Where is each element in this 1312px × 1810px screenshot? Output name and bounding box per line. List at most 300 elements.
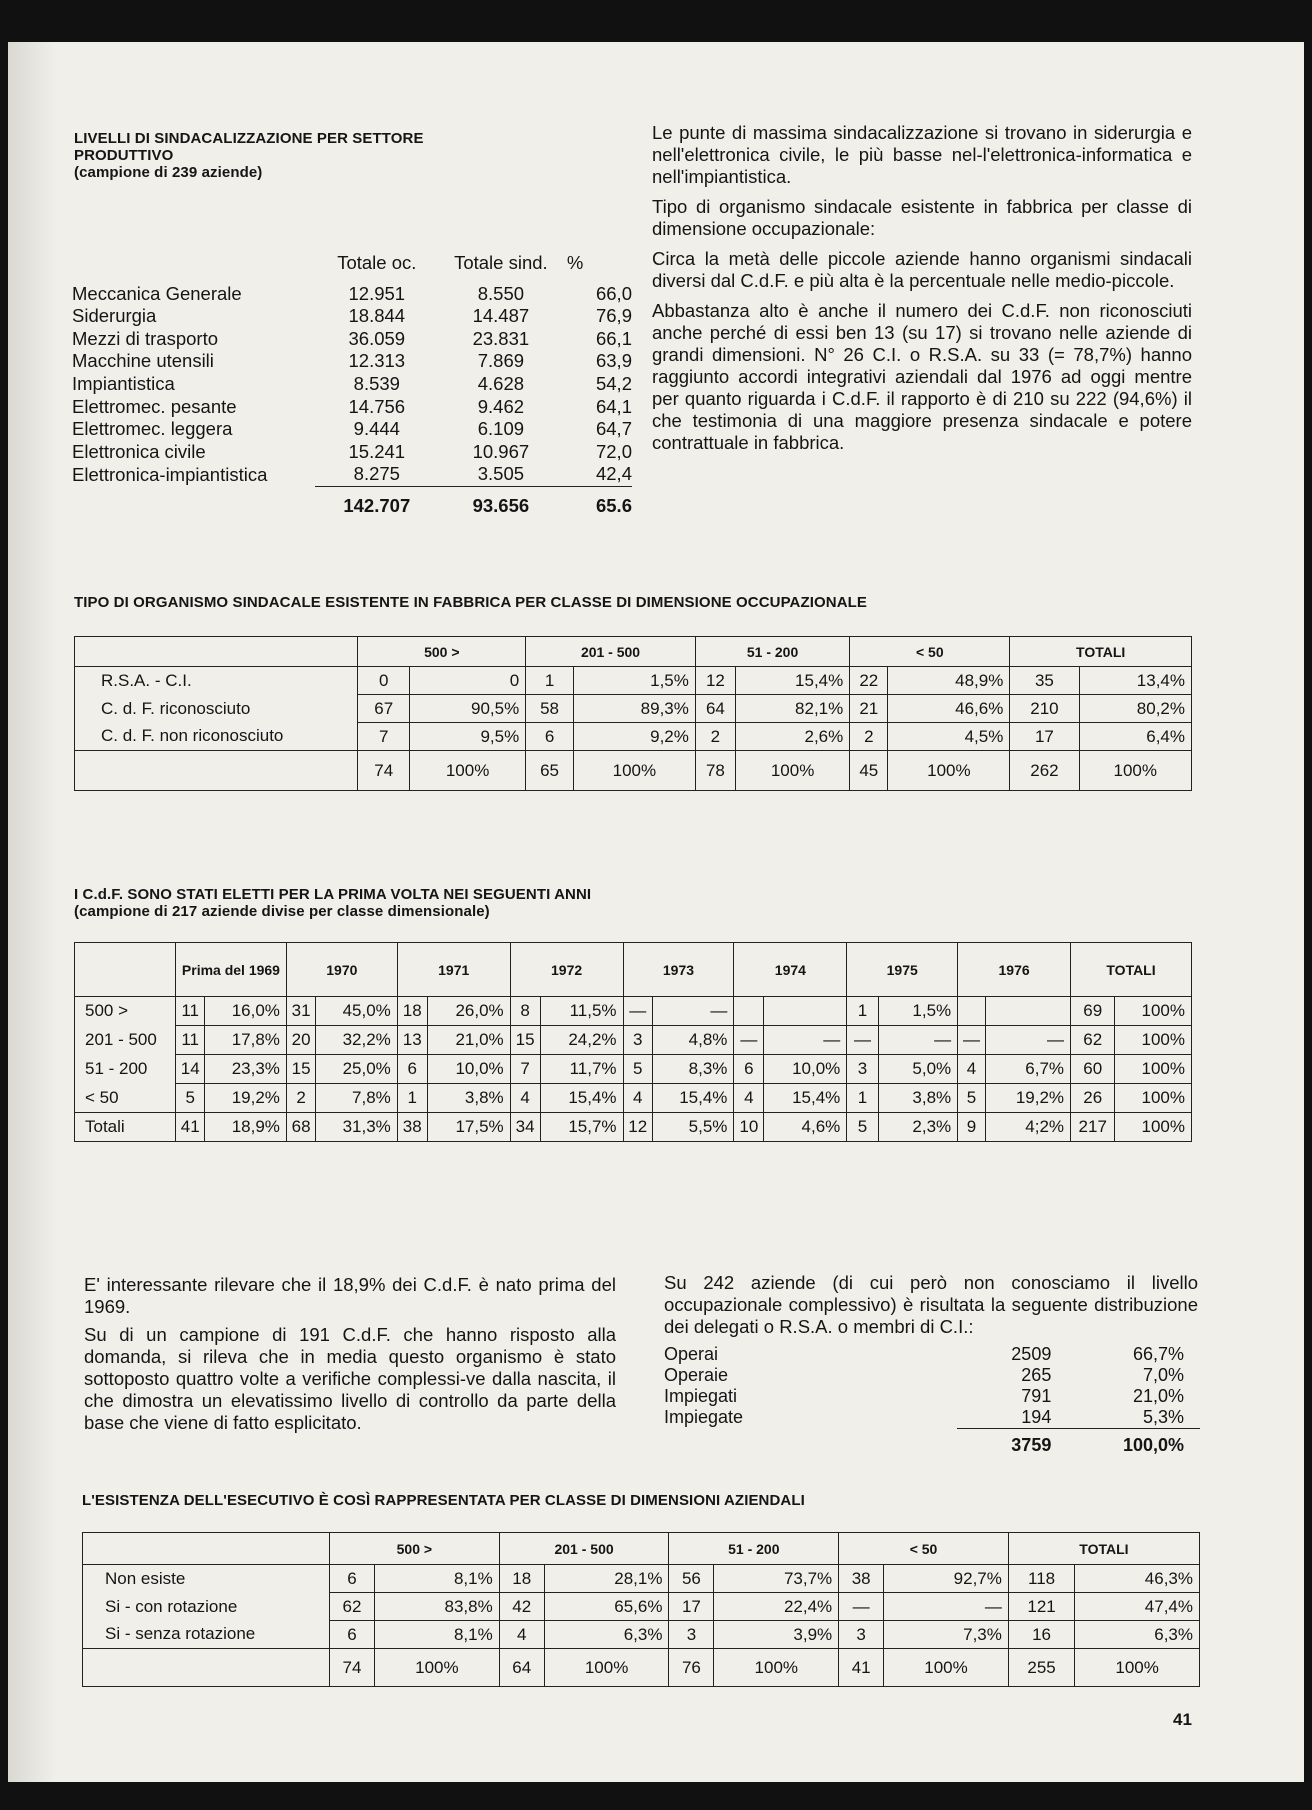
sector-name: Meccanica Generale xyxy=(72,282,242,304)
cell: 65 xyxy=(526,751,574,791)
paragraph: Le punte di massima sindacalizzazione si trovano in siderurgia e nell'elettronica civile, le più basse nel-l'elettronica-informatica e nell'impiantistica. xyxy=(652,122,1192,187)
cell: 15,7% xyxy=(540,1113,623,1142)
cell: 8,3% xyxy=(652,1055,734,1084)
cell: 92,7% xyxy=(884,1565,1009,1593)
cell: 5,5% xyxy=(652,1113,734,1142)
cell: 15,4% xyxy=(764,1084,847,1113)
table-row xyxy=(75,1084,1192,1113)
cell: 100% xyxy=(375,1649,500,1687)
cell: 41 xyxy=(839,1649,884,1687)
col-header: 500 > xyxy=(330,1533,500,1565)
section3-title-text: I C.d.F. SONO STATI ELETTI PER LA PRIMA VOLTA NEI SEGUENTI ANNI xyxy=(74,886,592,903)
cell: 100% xyxy=(884,1649,1009,1687)
cell: 4 xyxy=(623,1084,652,1113)
cell xyxy=(764,997,847,1026)
cell xyxy=(734,997,764,1026)
cell: 1 xyxy=(526,667,574,695)
cell: — xyxy=(652,997,734,1026)
cell: 11 xyxy=(176,1026,205,1055)
col-header: 1971 xyxy=(397,943,510,997)
cell: 262 xyxy=(1010,751,1079,791)
cell: 25,0% xyxy=(316,1055,398,1084)
cell: 19,2% xyxy=(985,1084,1070,1113)
cell: 1 xyxy=(847,1084,878,1113)
col-header: 1973 xyxy=(623,943,734,997)
cell: 56 xyxy=(669,1565,714,1593)
cell: 64,7 xyxy=(595,418,632,440)
cell: 6.109 xyxy=(477,418,525,440)
cell: 66,0 xyxy=(595,282,632,304)
cell: 10 xyxy=(734,1113,764,1142)
cell: 2 xyxy=(850,723,888,751)
cell: 265 xyxy=(1021,1365,1052,1385)
cell: 80,2% xyxy=(1079,695,1191,723)
col-pct: % xyxy=(566,252,584,273)
col-header: 51 - 200 xyxy=(669,1533,839,1565)
cell: 5 xyxy=(958,1084,986,1113)
cell: 4 xyxy=(958,1055,986,1084)
corner-cell xyxy=(83,1533,330,1565)
cell: 7 xyxy=(510,1055,540,1084)
cell: 42 xyxy=(499,1593,544,1621)
cell: 3,9% xyxy=(714,1621,839,1649)
sector-name: Mezzi di trasporto xyxy=(72,327,218,349)
row-label: < 50 xyxy=(75,1084,176,1113)
cell: 1 xyxy=(397,1084,427,1113)
cell: 45,0% xyxy=(316,997,398,1026)
cell: 8 xyxy=(510,997,540,1026)
executive-table xyxy=(82,1532,1200,1687)
table-row xyxy=(664,1365,1200,1386)
cell: 100% xyxy=(1115,997,1192,1026)
cell: 7,3% xyxy=(884,1621,1009,1649)
cell: 68 xyxy=(286,1113,315,1142)
delegates-table xyxy=(664,1344,1200,1456)
row-label: C. d. F. non riconosciuto xyxy=(75,723,358,751)
cell: 18.844 xyxy=(348,305,406,327)
cell: 4,8% xyxy=(652,1026,734,1055)
cell: 5,3% xyxy=(1142,1407,1184,1427)
cell: 6,3% xyxy=(1075,1621,1200,1649)
col-total-oc: Totale oc. xyxy=(337,252,417,273)
cell: 18 xyxy=(397,997,427,1026)
totals-row xyxy=(75,1113,1192,1142)
cell: 10,0% xyxy=(427,1055,510,1084)
cell: 41 xyxy=(176,1113,205,1142)
cell: 15,4% xyxy=(735,667,849,695)
cell: 100% xyxy=(1079,751,1191,791)
section3-title xyxy=(74,886,1174,920)
cell: 100% xyxy=(735,751,849,791)
table-row xyxy=(72,418,632,441)
col-header: 1974 xyxy=(734,943,847,997)
col-header: < 50 xyxy=(850,637,1010,667)
table-row xyxy=(72,441,632,464)
cell: 24,2% xyxy=(540,1026,623,1055)
cell: 64 xyxy=(695,695,735,723)
table-row xyxy=(72,328,632,351)
cell: 10,0% xyxy=(764,1055,847,1084)
cell: 100% xyxy=(714,1649,839,1687)
cell: 19,2% xyxy=(205,1084,287,1113)
cell: 217 xyxy=(1071,1113,1115,1142)
cell: 82,1% xyxy=(735,695,849,723)
corner-cell xyxy=(75,943,176,997)
cell: 17,8% xyxy=(205,1026,287,1055)
cell: 15 xyxy=(286,1055,315,1084)
cell: 47,4% xyxy=(1075,1593,1200,1621)
table-row xyxy=(75,1026,1192,1055)
cell: 1,5% xyxy=(573,667,695,695)
cell: 1,5% xyxy=(878,997,958,1026)
cell: 15,4% xyxy=(652,1084,734,1113)
cell: 12 xyxy=(695,667,735,695)
table-row xyxy=(72,396,632,419)
cell: 23,3% xyxy=(205,1055,287,1084)
cell: 9.462 xyxy=(477,395,525,417)
cell: 11,5% xyxy=(540,997,623,1026)
cell: 67 xyxy=(358,695,410,723)
cell: 60 xyxy=(1071,1055,1115,1084)
cell: 18,9% xyxy=(205,1113,287,1142)
cell: — xyxy=(958,1026,986,1055)
table-row xyxy=(72,463,632,486)
cell: 8.539 xyxy=(353,372,400,394)
cell: 31 xyxy=(286,997,315,1026)
cell: 10.967 xyxy=(472,440,530,462)
row-label: Operaie xyxy=(664,1365,729,1385)
cell: 36.059 xyxy=(348,327,406,349)
cell: 21 xyxy=(850,695,888,723)
cell: 89,3% xyxy=(573,695,695,723)
cell: 62 xyxy=(330,1593,375,1621)
cell: 76,9 xyxy=(595,305,632,327)
table-row xyxy=(664,1407,1200,1429)
table-row xyxy=(75,997,1192,1026)
cell: 76 xyxy=(669,1649,714,1687)
row-label: Si - con rotazione xyxy=(83,1593,330,1621)
cell: 6 xyxy=(734,1055,764,1084)
col-header: < 50 xyxy=(839,1533,1009,1565)
col-header: 1970 xyxy=(286,943,397,997)
cell: 4 xyxy=(499,1621,544,1649)
cell: 4.628 xyxy=(477,372,525,394)
cell: — xyxy=(734,1026,764,1055)
cell: 62 xyxy=(1071,1026,1115,1055)
row-label: R.S.A. - C.I. xyxy=(75,667,358,695)
cell: 0 xyxy=(358,667,410,695)
cell: 46,3% xyxy=(1075,1565,1200,1593)
corner-cell xyxy=(75,637,358,667)
table-row xyxy=(75,1055,1192,1084)
cell: 7.869 xyxy=(477,350,525,372)
cell: 194 xyxy=(1021,1407,1052,1427)
col-header: 201 - 500 xyxy=(499,1533,669,1565)
cell: — xyxy=(985,1026,1070,1055)
cell: 28,1% xyxy=(544,1565,669,1593)
cell: 3 xyxy=(623,1026,652,1055)
cell: 45 xyxy=(850,751,888,791)
cell: 17,5% xyxy=(427,1113,510,1142)
cell: 1 xyxy=(847,997,878,1026)
row-label: Non esiste xyxy=(83,1565,330,1593)
cell: 14.487 xyxy=(472,305,530,327)
sector-name: Macchine utensili xyxy=(72,350,214,372)
lower-left-text xyxy=(84,1274,616,1434)
cell: 210 xyxy=(1010,695,1079,723)
cell: 15.241 xyxy=(348,440,406,462)
cell: — xyxy=(839,1593,884,1621)
elections-body xyxy=(75,997,1192,1142)
cell: 46,6% xyxy=(888,695,1010,723)
cell: 6 xyxy=(397,1055,427,1084)
cell: 14 xyxy=(176,1055,205,1084)
cell: 72,0 xyxy=(595,440,632,462)
cell xyxy=(958,997,986,1026)
page-number: 41 xyxy=(1173,1710,1192,1729)
sector-name: Elettromec. pesante xyxy=(72,395,237,417)
paragraph: Tipo di organismo sindacale esistente in fabbrica per classe di dimensione occupazionale: xyxy=(652,196,1192,239)
cell: 4 xyxy=(510,1084,540,1113)
cell: 17 xyxy=(669,1593,714,1621)
cell: 20 xyxy=(286,1026,315,1055)
cell: 7,0% xyxy=(1142,1365,1184,1385)
col-header: 1972 xyxy=(510,943,623,997)
section1-title-text: LIVELLI DI SINDACALIZZAZIONE PER SETTORE PRODUTTIVO xyxy=(74,130,424,164)
cell: 100% xyxy=(1115,1084,1192,1113)
cell: 8.275 xyxy=(353,463,400,485)
cell: 58 xyxy=(526,695,574,723)
col-header: 201 - 500 xyxy=(526,637,696,667)
cell: 34 xyxy=(510,1113,540,1142)
cell: 255 xyxy=(1008,1649,1074,1687)
col-header: 1975 xyxy=(847,943,958,997)
sector-name: Elettromec. leggera xyxy=(72,418,233,440)
paragraph: E' interessante rilevare che il 18,9% dei C.d.F. è nato prima del 1969. xyxy=(84,1274,616,1317)
cell: 100% xyxy=(1115,1055,1192,1084)
cell: 15,4% xyxy=(540,1084,623,1113)
row-label: Si - senza rotazione xyxy=(83,1621,330,1649)
section2-title: TIPO DI ORGANISMO SINDACALE ESISTENTE IN FABBRICA PER CLASSE DI DIMENSIONE OCCUPAZIONALE xyxy=(74,594,868,611)
row-label: 201 - 500 xyxy=(75,1026,176,1055)
cell: 26,0% xyxy=(427,997,510,1026)
blank-cell xyxy=(83,1649,330,1687)
cell: 64,1 xyxy=(595,395,632,417)
totals-row xyxy=(83,1649,1200,1687)
cell: 2,3% xyxy=(878,1113,958,1142)
cell: 9,5% xyxy=(409,723,525,751)
sector-name: Impiantistica xyxy=(72,372,175,394)
cell: 11,7% xyxy=(540,1055,623,1084)
cell: 65,6% xyxy=(544,1593,669,1621)
col-header: TOTALI xyxy=(1010,637,1192,667)
row-label: Impiegate xyxy=(664,1407,744,1428)
executive-body xyxy=(83,1565,1200,1687)
cell: 4,6% xyxy=(764,1113,847,1142)
cell: 5 xyxy=(623,1055,652,1084)
cell: 3 xyxy=(847,1055,878,1084)
paragraph: Abbastanza alto è anche il numero dei C.d.F. non riconosciuti anche perché di essi ben 13 (su 17) si trovano nelle aziende di grandi dimensioni. N° 26 C.I. o R.S.A. su 33 (= 78,7%) hanno raggiunto accordi integrativi aziendali dal 1976 ad oggi mentre per quanto riguarda i C.d.F. il rapporto è di 210 su 222 (94,6%) il che testimonia di una maggiore presenza sindacale e potere contrattuale in fabbrica. xyxy=(652,300,1192,453)
table-row xyxy=(664,1344,1200,1365)
total-oc: 142.707 xyxy=(315,486,439,520)
cell: 0 xyxy=(409,667,525,695)
sector-name: Elettronica-impiantistica xyxy=(72,463,268,485)
cell: 66,1 xyxy=(595,327,632,349)
cell: 13,4% xyxy=(1079,667,1191,695)
cell: 12 xyxy=(623,1113,652,1142)
section1-title xyxy=(74,130,514,181)
table-row xyxy=(72,305,632,328)
right-column-text xyxy=(652,122,1192,454)
cell: 2 xyxy=(695,723,735,751)
section3-subtitle: (campione di 217 aziende divise per classe dimensionale) xyxy=(74,903,490,920)
cell: 73,7% xyxy=(714,1565,839,1593)
cell: 8,1% xyxy=(375,1565,500,1593)
page-edge xyxy=(8,42,56,1782)
row-label: Impiegati xyxy=(664,1386,738,1406)
table-row xyxy=(83,1621,1200,1649)
cell: 83,8% xyxy=(375,1593,500,1621)
cell: 5 xyxy=(847,1113,878,1142)
cell: 3 xyxy=(839,1621,884,1649)
cell: 18 xyxy=(499,1565,544,1593)
cell: 6 xyxy=(330,1565,375,1593)
cell: 3.505 xyxy=(477,463,525,485)
cell: — xyxy=(623,997,652,1026)
organism-table xyxy=(74,636,1192,791)
cell: 118 xyxy=(1008,1565,1074,1593)
cell: 31,3% xyxy=(316,1113,398,1142)
cell: 32,2% xyxy=(316,1026,398,1055)
cell: 22 xyxy=(850,667,888,695)
section4-title: L'ESISTENZA DELL'ESECUTIVO È COSÌ RAPPRESENTATA PER CLASSE DI DIMENSIONI AZIENDALI xyxy=(82,1492,805,1509)
cell: 38 xyxy=(839,1565,884,1593)
table-row xyxy=(72,350,632,373)
col-header: 500 > xyxy=(358,637,526,667)
cell: — xyxy=(764,1026,847,1055)
cell: 6,4% xyxy=(1079,723,1191,751)
cell: 9,2% xyxy=(573,723,695,751)
lower-right-intro: Su 242 aziende (di cui però non conosciamo il livello occupazionale complessivo) è risultata la seguente distribuzione dei delegati o R.S.A. o membri di C.I.: xyxy=(664,1272,1198,1337)
cell: 63,9 xyxy=(595,350,632,372)
total-pct: 65.6 xyxy=(563,486,632,520)
cell: 13 xyxy=(397,1026,427,1055)
cell: 4;2% xyxy=(985,1113,1070,1142)
cell: 16 xyxy=(1008,1621,1074,1649)
cell: — xyxy=(884,1593,1009,1621)
cell: — xyxy=(847,1026,878,1055)
col-total-sind: Totale sind. xyxy=(454,252,548,273)
sector-table xyxy=(72,252,632,520)
row-label: Totali xyxy=(75,1113,176,1142)
cell: 3,8% xyxy=(878,1084,958,1113)
cell: 4 xyxy=(734,1084,764,1113)
cell: 38 xyxy=(397,1113,427,1142)
cell: 21,0% xyxy=(427,1026,510,1055)
cell: 6,3% xyxy=(544,1621,669,1649)
cell: 48,9% xyxy=(888,667,1010,695)
page xyxy=(8,42,1304,1782)
cell: 100% xyxy=(409,751,525,791)
table-row xyxy=(72,373,632,396)
cell: 8,1% xyxy=(375,1621,500,1649)
col-header: 51 - 200 xyxy=(695,637,849,667)
cell: 6 xyxy=(330,1621,375,1649)
cell: 3 xyxy=(669,1621,714,1649)
row-label: C. d. F. riconosciuto xyxy=(75,695,358,723)
cell: 6,7% xyxy=(985,1055,1070,1084)
sector-name: Siderurgia xyxy=(72,305,157,327)
cell: 8.550 xyxy=(477,282,525,304)
cell: 74 xyxy=(330,1649,375,1687)
total-count: 3759 xyxy=(957,1429,1051,1457)
cell: 100% xyxy=(1075,1649,1200,1687)
row-label: 500 > xyxy=(75,997,176,1026)
cell: 12.313 xyxy=(348,350,406,372)
cell: 78 xyxy=(695,751,735,791)
table-row xyxy=(72,283,632,306)
cell: 21,0% xyxy=(1132,1386,1184,1406)
total-pct: 100,0% xyxy=(1051,1429,1200,1457)
cell: 74 xyxy=(358,751,410,791)
col-header: TOTALI xyxy=(1008,1533,1199,1565)
cell: 6 xyxy=(526,723,574,751)
cell: 54,2 xyxy=(595,372,632,394)
cell: 12.951 xyxy=(348,282,406,304)
cell: 66,7% xyxy=(1132,1344,1184,1364)
cell: 14.756 xyxy=(348,395,406,417)
cell: 5 xyxy=(176,1084,205,1113)
cell: 64 xyxy=(499,1649,544,1687)
cell: 9.444 xyxy=(353,418,400,440)
cell: 121 xyxy=(1008,1593,1074,1621)
cell: 15 xyxy=(510,1026,540,1055)
col-header: Prima del 1969 xyxy=(176,943,287,997)
cell: 791 xyxy=(1021,1386,1052,1406)
cell: 100% xyxy=(1115,1113,1192,1142)
cell: 11 xyxy=(176,997,205,1026)
totals-row xyxy=(664,1429,1200,1457)
table-row xyxy=(75,667,1192,695)
blank-cell xyxy=(75,751,358,791)
cell: 4,5% xyxy=(888,723,1010,751)
row-label: Operai xyxy=(664,1344,719,1364)
cell: 7,8% xyxy=(316,1084,398,1113)
totals-row xyxy=(75,751,1192,791)
elections-table xyxy=(74,942,1192,1142)
paragraph: Su di un campione di 191 C.d.F. che hanno risposto alla domanda, si rileva che in media questo organismo è stato sottoposto quattro volte a verifiche complessi-ve dalla nascita, il che dimostra un elevatissimo livello di controllo da parte della base che viene di fatto esplicitato. xyxy=(84,1324,616,1433)
cell xyxy=(985,997,1070,1026)
cell: 2509 xyxy=(1011,1344,1052,1364)
col-header: TOTALI xyxy=(1071,943,1192,997)
cell: 69 xyxy=(1071,997,1115,1026)
table-row xyxy=(83,1593,1200,1621)
sector-name: Elettronica civile xyxy=(72,440,206,462)
cell: 42,4 xyxy=(595,463,632,485)
cell: 22,4% xyxy=(714,1593,839,1621)
table-row xyxy=(83,1565,1200,1593)
cell: 5,0% xyxy=(878,1055,958,1084)
cell: 16,0% xyxy=(205,997,287,1026)
row-label: 51 - 200 xyxy=(75,1055,176,1084)
cell: — xyxy=(878,1026,958,1055)
table-row xyxy=(75,723,1192,751)
cell: 90,5% xyxy=(409,695,525,723)
table-row xyxy=(664,1386,1200,1407)
total-sind: 93.656 xyxy=(439,486,563,520)
col-header: 1976 xyxy=(958,943,1071,997)
cell: 100% xyxy=(573,751,695,791)
